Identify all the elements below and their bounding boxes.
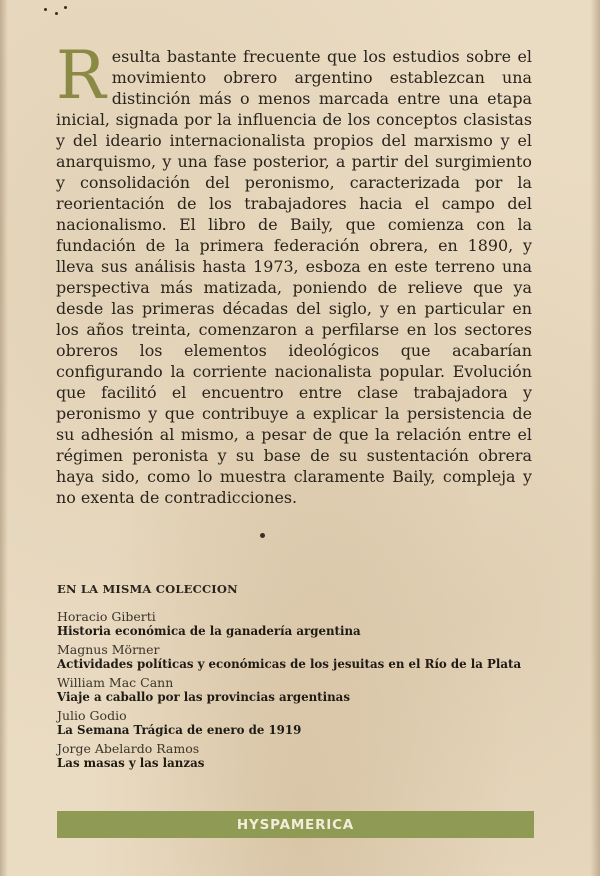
book-title: Las masas y las lanzas [57, 756, 205, 770]
blurb-text: esulta bastante frecuente que los estudios sobre el movimiento obrero argentino establezcan una distinción más o menos marcada entre una etapa inicial, signada por la influencia de los conceptos clasistas y del ideario internacionalista propios del marxismo y el anarquismo, y una fase posterior, a partir del surgimiento y consolidación del peronismo, caracterizada por la reorientación de los trabajadores hacia el campo del nacionalismo. El libro de Baily, que comienza con la fundación de la primera federación obrera, en 1890, y lleva sus análisis hasta 1973, esboza en este terreno una perspectiva más matizada, poniendo de relieve que ya desde las primeras décadas del siglo, y en particular en los años treinta, comenzaron a perfilarse en los sectores obreros los elementos ideológicos que acabarían configurando la corriente nacionalista popular. Evolución que facilitó el encuentro entre clase trabajadora y peronismo y que contribuye a explicar la persistencia de su adhesión al mismo, a pesar de que la relación entre el régimen peronista y su base de su sustentación obrera haya sido, como lo muestra claramente Baily, compleja y no exenta de contradicciones. [56, 47, 532, 507]
book-title: Actividades políticas y económicas de los jesuitas en el Río de la Plata [57, 657, 522, 671]
cover-edge-right [590, 0, 600, 876]
ink-speck [44, 8, 47, 11]
cover-edge-left [0, 0, 8, 876]
publisher-bar [57, 811, 534, 838]
book-author: Jorge Abelardo Ramos [57, 741, 200, 756]
list-item [57, 610, 537, 638]
book-author: Horacio Giberti [57, 609, 156, 624]
drop-cap: R [56, 37, 106, 114]
book-title: La Semana Trágica de enero de 1919 [57, 723, 302, 737]
ink-speck [55, 12, 58, 15]
same-collection-list [57, 582, 537, 775]
book-author: William Mac Cann [57, 675, 174, 690]
ink-speck [64, 6, 67, 9]
ink-speck [260, 533, 265, 538]
publisher-logo: HYSPAMERICA [236, 816, 355, 833]
list-item [57, 643, 537, 671]
book-author: Magnus Mörner [57, 642, 160, 657]
list-item [57, 676, 537, 704]
book-author: Julio Godio [57, 708, 127, 723]
list-item [57, 709, 537, 737]
book-title: Viaje a caballo por las provincias argentinas [57, 690, 350, 704]
collection-heading: EN LA MISMA COLECCION [57, 582, 238, 596]
blurb-paragraph [56, 37, 532, 508]
list-item [57, 742, 537, 770]
book-title: Historia económica de la ganadería argentina [57, 624, 361, 638]
